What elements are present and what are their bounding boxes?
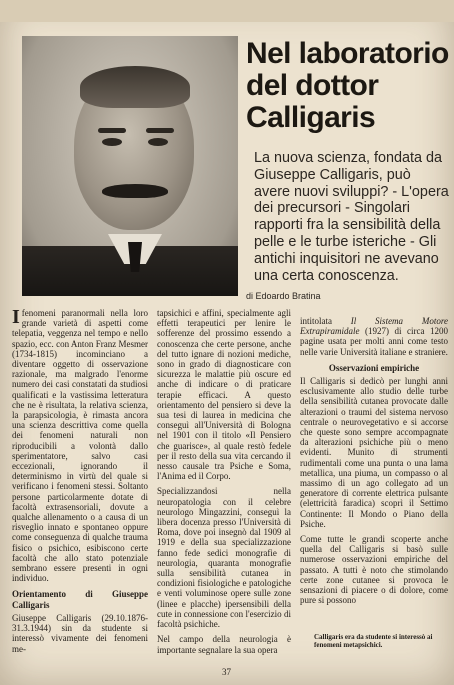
article-title: Nel laboratorio del dottor Calligaris [246, 37, 449, 134]
paragraph: Come tutte le grandi scoperte anche quella del Calligaris si basò sulle numerose osservazioni empiriche del passato. A tutti è noto che stimolando certe zone cutanee si provoca le sensazioni di piacere o di dolore, come pure si possono [300, 534, 448, 606]
drop-cap: I [12, 306, 20, 328]
section-heading: Orientamento di Giuseppe Calligaris [12, 589, 148, 610]
text-column-2 [157, 308, 291, 660]
text-column-1 [12, 308, 148, 659]
article-byline: di Edoardo Bratina [246, 291, 321, 301]
paragraph: Ifenomeni paranormali nella loro grande varietà di aspetti come telepatia, veggenza nel tempo e nello spazio, ecc. con Anton Franz Mesmer (1734-1815) incominciano a diventare oggetto di osservazione razionale, ma malgrado l'enorme numero dei casi constatati da studiosi qualificati e la vastissima letteratura che ne è risultata, la relativa scienza, la parapsicologia, è rimasta ancora una scienza descrittiva come quella dei fenomeni naturali non riproducibili a volontà dallo sperimentatore, salvo casi eccezionali, ignorando il determinismo in virtù del quale si verificano i fenomeni stessi. Soltanto persone particolarmente dotate di facoltà extrasensoriali, dovute a qualche allenamento o a causa di un risveglio innato e spontaneo oppure come conseguenza di qualche trauma fisico o psichico, esibiscono certe facoltà che allo stato potenziale sembrano essere presenti in ogni individuo. [12, 306, 148, 584]
article-subtitle: La nuova scienza, fondata da Giuseppe Calligaris, può avere nuovi sviluppi? - L'opera dei precursori - Singolari rapporti fra la sensibilità della pelle e le turbe isteriche - Gli antichi inquisitori ne avevano una certa conoscenza. [254, 150, 449, 284]
page-top-edge [0, 0, 454, 22]
section-heading: Osservazioni empiriche [328, 362, 420, 373]
paragraph: Specializzandosi nella neuropatologia con il celebre neurologo Mingazzini, conseguì la libera docenza presso l'Università di Roma, dove poi insegnò dal 1909 al 1919 e della sua specializzazione fanno fede sedici monografie di neurologia, quaranta monografie sulla sensibilità cutanea in condizioni fisiologiche e patologiche e venti voluminose opere sulle zone (linee e placche) ipersensibili della cute in connessione con l'esercizio di facoltà psichiche. [157, 486, 291, 630]
paragraph: Nel campo della neurologia è importante segnalare la sua opera [157, 634, 291, 655]
portrait-photo [22, 36, 238, 296]
paragraph: intitolata Il Sistema Motore Extrapiramidale (1927) di circa 1200 pagine usata per molti anni come testo nelle varie Università italiane e straniere. [300, 316, 448, 357]
paragraph: Il Calligaris si dedicò per lunghi anni esclusivamente allo studio delle turbe della sensibilità cutanea provocate dalle alterazioni o traumi del sistema nervoso centrale o neurovegetativo e si accorse che queste sono sempre accompagnate da alterazioni psichiche più o meno evidenti. Munito di strumenti rudimentali come una punta o una lama metallica, una piuma, un compasso o al massimo di un ago collegato ad un generatore di corrente elettrica pulsante (elettricità faradica) scoprì il Settimo Continente: Il Mondo o Piano della Psiche. [300, 376, 448, 529]
paragraph: tapsichici e affini, specialmente agli effetti terapeutici per lenire le sofferenze del prossimo essendo a conoscenza che certe persone, anche del tutto ignare di nozioni mediche, sono in grado di diagnosticare con sicurezza le malattie più oscure ed anche di indicare o di praticare terapie efficaci. A questo orientamento del pensiero si deve la sua tesi di laurea in medicina che conseguì all'Università di Bologna nel 1901 con il titolo «Il Pensiero che guarisce», al quale restò fedele per il resto della sua vita cercando il nesso causale tra Psiche e Soma, l'Anima ed il Corpo. [157, 308, 291, 482]
page-number: 37 [222, 667, 231, 677]
paragraph: Giuseppe Calligaris (29.10.1876-31.3.1944) sin da studente si interessò vivamente dei fenomeni me- [12, 612, 148, 654]
photo-caption: Calligaris era da studente si interessò ai fenomeni metapsichici. [314, 633, 433, 649]
text-column-3 [300, 316, 448, 610]
